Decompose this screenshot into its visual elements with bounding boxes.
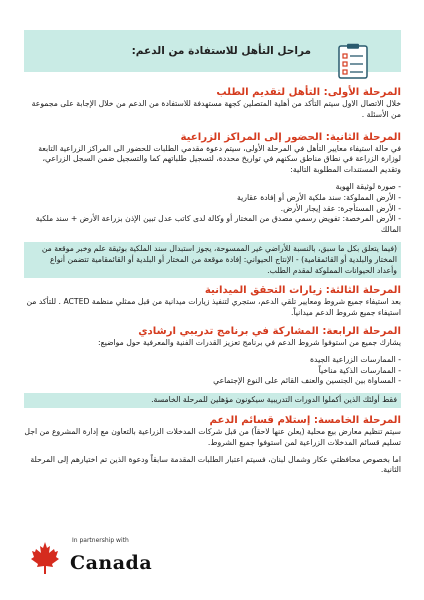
list-item: - الأرض المملوكة: سند ملكية الأرض أو إفادة عقارية bbox=[24, 193, 401, 204]
list-item: - المساواة بين الجنسين والعنف القائم على النوع الإجتماعي bbox=[24, 376, 401, 387]
list-item: - الأرض المستأجرة: عقد إيجار الأرض. bbox=[24, 204, 401, 215]
closing-note: اما بخصوص محافظتي عكار وشمال لبنان، فسيتم اعتبار الطلبات المقدمة سابقاً ودعوة الذين تم اختيارهم إلى المرحلة الثانية. bbox=[30, 454, 401, 475]
stage-2-note: (فيما يتعلق بكل ما سبق، بالنسبة للأراضي غير الممسوحة، يجوز استبدال سند الملكية بوثيقة علم وخبر موقعة من المختار والبلدية أو القائمقامية) - الإنتاج الحيواني: إفادة موقعة من المختار أو البلدية أو القائمقامية تتضمن أنواع وأعداد الحيوانات المملوكة لمقدم الطلب. bbox=[24, 242, 401, 278]
stage-3-text: بعد استيفاء جميع شروط ومعايير تلقي الدعم، ستجري لتنفيذ زيارات ميدانية من قبل ممثلي منظمة ACTED . للتأكد من استيفاء جميع شروط الدعم ميدانياً. bbox=[26, 297, 401, 318]
list-item: - صورة لوثيقة الهوية bbox=[24, 182, 401, 193]
canada-wordmark: Canada bbox=[70, 552, 153, 574]
stage-1-text: خلال الاتصال الاول سيتم التأكد من أهلية المتصلين كجهة مستهدفة للاستفادة من الدعم من خلال الإجابة على مجموعة من الأسئلة . bbox=[31, 99, 401, 119]
page-title: مراحل التأهل للاستفادة من الدعم: bbox=[131, 45, 311, 57]
stage-5-title: المرحلة الخامسة: إستلام قسائم الدعم bbox=[209, 414, 401, 426]
stage-4-title: المرحلة الرابعة: المشاركة في برنامج تدريبي ارشادي bbox=[138, 325, 401, 337]
stage-2-text: في حالة استيفاء معايير التأهل في المرحلة الأولى، سيتم دعوة مقدمي الطلبات للحضور الى المراكز الزراعية التابعة لوزارة الزراعة في نطاق مناطق سكنهم في تواريخ محددة، لتسجيل طلباتهم كما والتسجيل ضمن السجل الزراعي، وتقديم المستندات المطلوبة التالية: bbox=[38, 143, 401, 175]
checklist-icon bbox=[336, 43, 371, 80]
list-item: - الممارسات الذكية مناخياً bbox=[24, 366, 401, 377]
stage-3-title: المرحلة الثالثة: زيارات التحقق الميدانية bbox=[204, 285, 401, 297]
documents-list bbox=[24, 182, 401, 236]
list-item: - الأرض المرخصة: تفويض رسمي مصدق من المختار أو وكالة لدى كاتب عدل تبين الإذن بزراعة الأرض + سند ملكية المالك bbox=[24, 214, 401, 236]
content bbox=[24, 86, 401, 476]
partnership-label: In partnership with bbox=[72, 537, 129, 544]
maple-leaf-icon bbox=[30, 540, 60, 576]
stage-2-title: المرحلة الثانية: الحضور إلى المراكز الزراعية bbox=[180, 131, 401, 143]
header-banner bbox=[24, 30, 401, 72]
stage-4-note: فقط أولئك الذين أكملوا الدورات التدريبية سيكونون مؤهلين للمرحلة الخامسة. bbox=[24, 393, 401, 408]
stage-4-text: يشارك جميع من استوفوا شروط الدعم في برنامج تعزيز القدرات الفنية والمعرفية حول مواضيع: bbox=[98, 337, 401, 347]
stage-1-title: المرحلة الأولى: التأهل لتقديم الطلب bbox=[216, 87, 401, 98]
list-item: - الممارسات الزراعية الجيدة bbox=[24, 355, 401, 366]
stage-5-text: سيتم تنظيم معارض بيع محلية (يعلن عنها لاحقاً) من قبل شركات المدخلات الزراعية بالتعاون مع إدارة المشروع من اجل تسليم قسائم المدخلات الزراعية لمن استوفوا جميع الشروط. bbox=[24, 426, 401, 447]
training-topics-list bbox=[24, 355, 401, 387]
